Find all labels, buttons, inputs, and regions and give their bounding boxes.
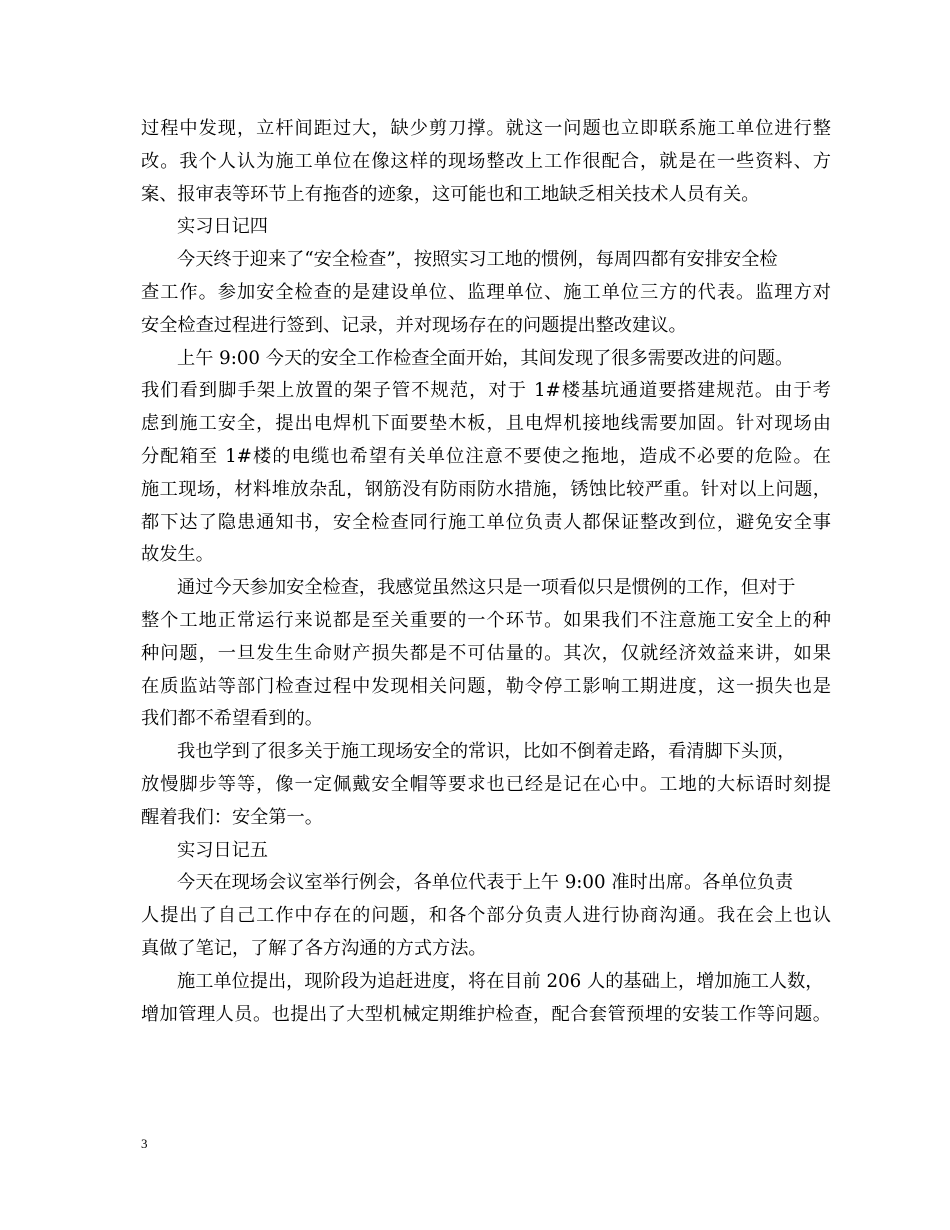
text-line: 今天在现场会议室举行例会，各单位代表于上午 9:00 准时出席。各单位负责 <box>177 872 794 894</box>
page-number: 3 <box>141 1136 148 1151</box>
text-line: 醒着我们：安全第一。 <box>141 806 323 828</box>
text-line: 施工单位提出，现阶段为追赶进度，将在目前 206 人的基础上，增加施工人数， <box>177 970 824 992</box>
text-line: 安全检查过程进行签到、记录，并对现场存在的问题提出整改建议。 <box>141 314 687 336</box>
text-line: 案、报审表等环节上有拖沓的迹象，这可能也和工地缺乏相关技术人员有关。 <box>141 183 760 205</box>
text-line: 我也学到了很多关于施工现场安全的常识，比如不倒着走路，看清脚下头顶， <box>177 741 796 763</box>
text-line: 我们都不希望看到的。 <box>141 708 323 730</box>
text-line: 故发生。 <box>141 544 214 566</box>
text-line: 查工作。参加安全检查的是建设单位、监理单位、施工单位三方的代表。监理方对 <box>141 281 831 303</box>
text-line: 人提出了自己工作中存在的问题，和各个部分负责人进行协商沟通。我在会上也认 <box>141 905 831 927</box>
text-line: 实习日记五 <box>177 839 268 861</box>
text-line: 整个工地正常运行来说都是至关重要的一个环节。如果我们不注意施工安全上的种 <box>141 609 831 631</box>
text-line: 今天终于迎来了“安全检查”，按照实习工地的惯例，每周四都有安排安全检 <box>177 249 778 271</box>
text-line: 放慢脚步等等，像一定佩戴安全帽等要求也已经是记在心中。工地的大标语时刻提 <box>141 773 831 795</box>
text-line: 改。我个人认为施工单位在像这样的现场整改上工作很配合，就是在一些资料、方 <box>141 150 831 172</box>
text-line: 虑到施工安全，提出电焊机下面要垫木板，且电焊机接地线需要加固。针对现场由 <box>141 413 831 435</box>
text-line: 都下达了隐患通知书，安全检查同行施工单位负责人都保证整改到位，避免安全事 <box>141 511 831 533</box>
text-line: 种问题，一旦发生生命财产损失都是不可估量的。其次，仅就经济效益来讲，如果 <box>141 642 831 664</box>
text-line: 施工现场，材料堆放杂乱，钢筋没有防雨防水措施，锈蚀比较严重。针对以上问题， <box>141 478 831 500</box>
text-line: 过程中发现，立杆间距过大，缺少剪刀撑。就这一问题也立即联系施工单位进行整 <box>141 118 831 139</box>
document-body <box>141 113 831 1031</box>
text-line: 上午 9:00 今天的安全工作检查全面开始，其间发现了很多需要改进的问题。 <box>177 347 794 369</box>
text-line: 通过今天参加安全检查，我感觉虽然这只是一项看似只是惯例的工作，但对于 <box>177 577 796 599</box>
text-line: 在质监站等部门检查过程中发现相关问题，勒令停工影响工期进度，这一损失也是 <box>141 675 831 697</box>
text-line: 实习日记四 <box>177 216 268 238</box>
text-line: 增加管理人员。也提出了大型机械定期维护检查，配合套管预埋的安装工作等问题。 <box>141 1003 831 1025</box>
text-line: 真做了笔记，了解了各方沟通的方式方法。 <box>141 937 487 959</box>
text-line: 分配箱至 1#楼的电缆也希望有关单位注意不要使之拖地，造成不必要的危险。在 <box>141 445 831 467</box>
text-line: 我们看到脚手架上放置的架子管不规范，对于 1#楼基坑通道要搭建规范。由于考 <box>141 380 831 402</box>
